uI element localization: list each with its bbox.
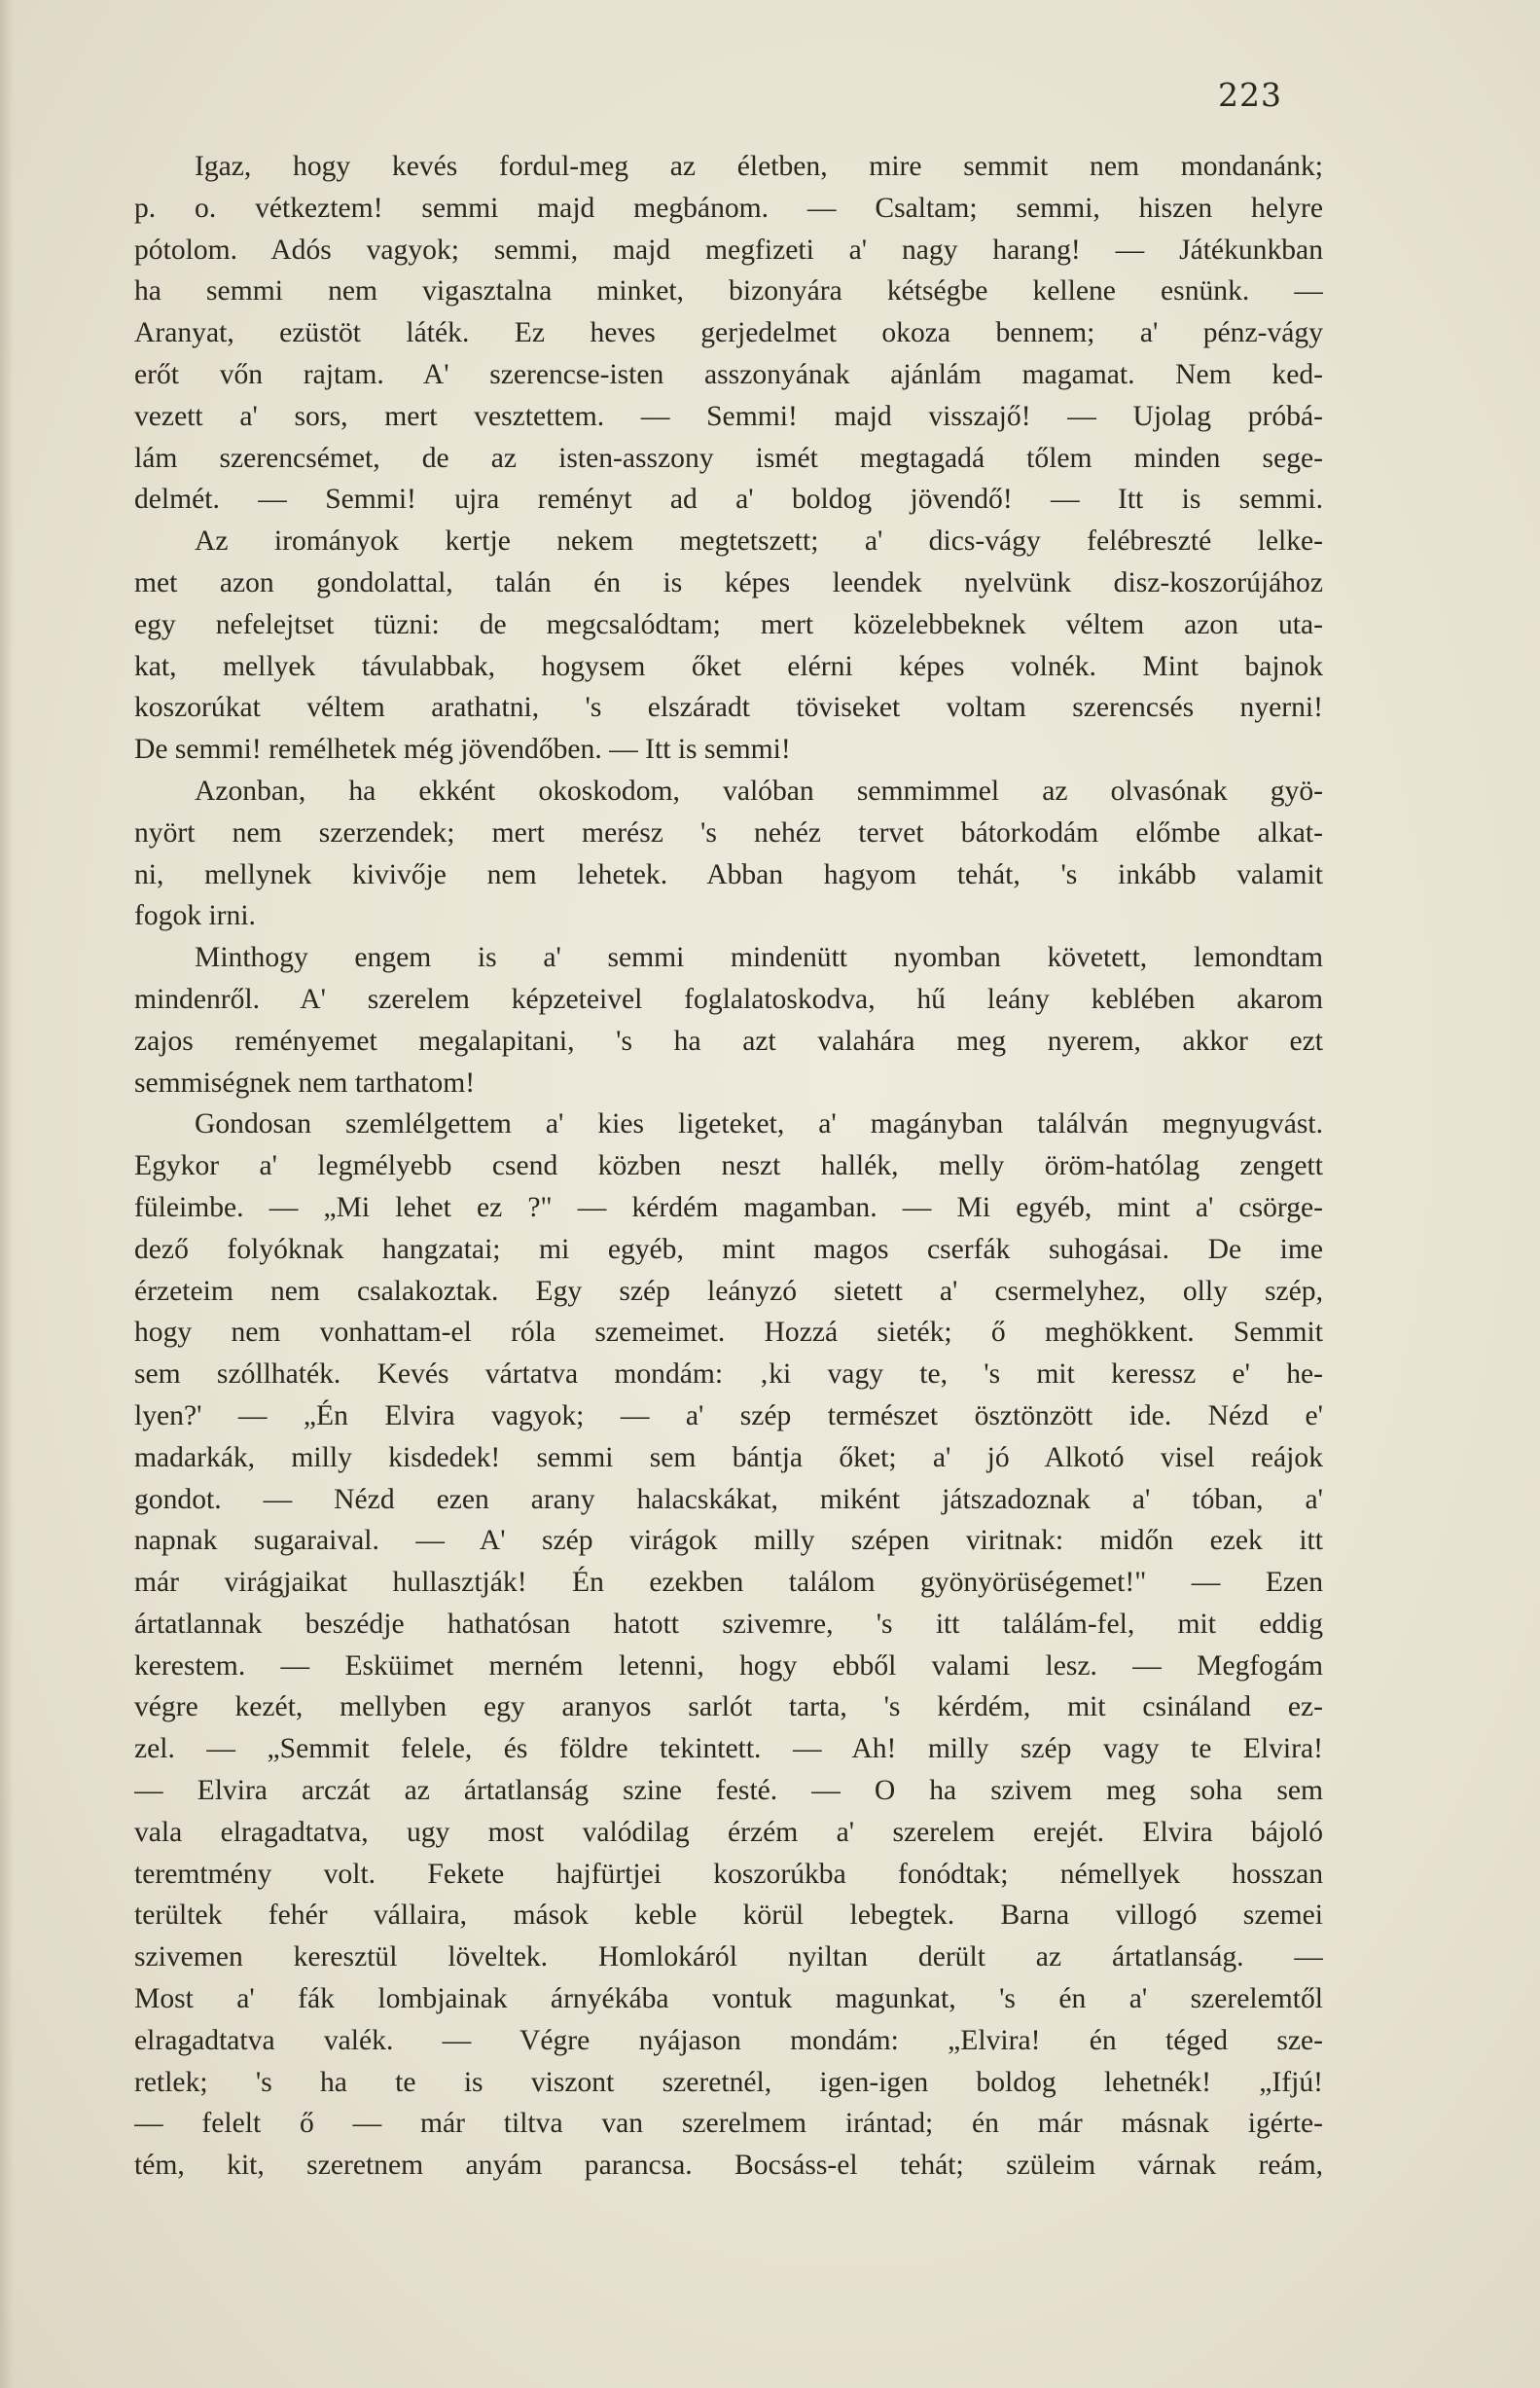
text-line: Az irományok kertje nekem megtetszett; a' dics-vágy felébreszté lelke-: [195, 525, 1323, 558]
text-line: gondot. — Nézd ezen arany halacskákat, miként játszadoznak a' tóban, a': [134, 1483, 1323, 1515]
body-text: [134, 146, 1323, 2187]
text-line: ártatlannak beszédje hathatósan hatott szivemre, 's itt találám-fel, mit eddig: [134, 1608, 1323, 1640]
text-line: Most a' fák lombjainak árnyékába vontuk magunkat, 's én a' szerelemtől: [134, 1983, 1323, 2015]
text-line: végre kezét, mellyben egy aranyos sarlót tarta, 's kérdém, mit csináland ez-: [134, 1691, 1323, 1723]
text-line: teremtmény volt. Fekete hajfürtjei koszorúkba fonódtak; némellyek hosszan: [134, 1858, 1323, 1890]
text-line: füleimbe. — „Mi lehet ez ?" — kérdém magamban. — Mi egyéb, mint a' csörge-: [134, 1191, 1323, 1223]
text-line: terültek fehér vállaira, mások keble körül lebegtek. Barna villogó szemei: [134, 1900, 1323, 1932]
page-number: 223: [1218, 76, 1282, 114]
text-line: p. o. vétkeztem! semmi majd megbánom. — Csaltam; semmi, hiszen helyre: [134, 192, 1323, 224]
text-line: egy nefelejtset tüzni: de megcsalódtam; mert közelebbeknek véltem azon uta-: [134, 608, 1323, 640]
text-line: hogy nem vonhattam-el róla szemeimet. Hozzá sieték; ő meghökkent. Semmit: [134, 1317, 1323, 1349]
text-line: Igaz, hogy kevés fordul-meg az életben, mire semmit nem mondanánk;: [195, 151, 1323, 182]
text-line: Egykor a' legmélyebb csend közben neszt hallék, melly öröm-hatólag zengett: [134, 1150, 1323, 1182]
text-line: Azonban, ha ekként okoskodom, valóban semmimmel az olvasónak gyö-: [195, 775, 1323, 807]
text-line: retlek; 's ha te is viszont szeretnél, igen-igen boldog lehetnék! „Ifjú!: [134, 2066, 1323, 2098]
text-line: met azon gondolattal, talán én is képes leendek nyelvünk disz-koszorújához: [134, 566, 1323, 598]
text-line: ni, mellynek kivivője nem lehetek. Abban hagyom tehát, 's inkább valamit: [134, 858, 1323, 890]
text-line: már virágjaikat hullasztják! Én ezekben találom gyönyörüségemet!" — Ezen: [134, 1567, 1323, 1599]
text-line: lám szerencsémet, de az isten-asszony ismét megtagadá tőlem minden sege-: [134, 442, 1323, 474]
text-line: vezett a' sors, mert vesztettem. — Semmi! majd visszajő! — Ujolag próbá-: [134, 400, 1323, 432]
text-line: szivemen keresztül löveltek. Homlokáról nyiltan derült az ártatlanság. —: [134, 1941, 1323, 1973]
text-line: kat, mellyek távulabbak, hogysem őket elérni képes volnék. Mint bajnok: [134, 650, 1323, 682]
text-line: zajos reményemet megalapitani, 's ha azt valahára meg nyerem, akkor ezt: [134, 1025, 1323, 1057]
text-line: lyen?' — „Én Elvira vagyok; — a' szép természet ösztönzött ide. Nézd e': [134, 1399, 1323, 1431]
text-line: dező folyóknak hangzatai; mi egyéb, mint magos cserfák suhogásai. De ime: [134, 1233, 1323, 1265]
page-binding-shadow: [0, 0, 14, 2388]
text-line: delmét. — Semmi! ujra reményt ad a' boldog jövendő! — Itt is semmi.: [134, 484, 1323, 516]
text-line: semmiségnek nem tarthatom!: [134, 1067, 476, 1099]
text-line: tém, kit, szeretnem anyám parancsa. Bocsáss-el tehát; szüleim várnak reám,: [134, 2150, 1323, 2182]
text-line: — Elvira arczát az ártatlanság szine festé. — O ha szivem meg soha sem: [134, 1775, 1323, 1807]
text-line: Gondosan szemlélgettem a' kies ligeteket, a' magányban találván megnyugvást.: [195, 1108, 1323, 1140]
text-line: — felelt ő — már tiltva van szerelmem irántad; én már másnak igérte-: [134, 2108, 1323, 2140]
text-line: Aranyat, ezüstöt láték. Ez heves gerjedelmet okoza bennem; a' pénz-vágy: [134, 317, 1323, 349]
text-line: zel. — „Semmit felele, és földre tekintett. — Ah! milly szép vagy te Elvira!: [134, 1733, 1323, 1765]
text-line: erőt vőn rajtam. A' szerencse-isten asszonyának ajánlám magamat. Nem ked-: [134, 358, 1323, 390]
text-line: pótolom. Adós vagyok; semmi, majd megfizeti a' nagy harang! — Játékunkban: [134, 234, 1323, 266]
text-line: érzeteim nem csalakoztak. Egy szép leányzó sietett a' csermelyhez, olly szép,: [134, 1275, 1323, 1307]
text-line: De semmi! remélhetek még jövendőben. — Itt is semmi!: [134, 734, 791, 766]
text-line: napnak sugaraival. — A' szép virágok milly szépen viritnak: midőn ezek itt: [134, 1525, 1323, 1557]
text-line: madarkák, milly kisdedek! semmi sem bántja őket; a' jó Alkotó visel reájok: [134, 1441, 1323, 1473]
text-line: sem szóllhaték. Kevés vártatva mondám: ‚ki vagy te, 's mit keressz e' he-: [134, 1358, 1323, 1391]
text-line: mindenről. A' szerelem képzeteivel foglalatoskodva, hű leány keblében akarom: [134, 983, 1323, 1015]
text-line: kerestem. — Esküimet merném letenni, hogy ebből valami lesz. — Megfogám: [134, 1649, 1323, 1682]
text-line: fogok irni.: [134, 900, 256, 932]
text-line: elragadtatva valék. — Végre nyájason mondám: „Elvira! én téged sze-: [134, 2024, 1323, 2056]
text-line: vala elragadtatva, ugy most valódilag érzém a' szerelem erejét. Elvira bájoló: [134, 1816, 1323, 1848]
text-line: Minthogy engem is a' semmi mindenütt nyomban követett, lemondtam: [195, 942, 1323, 974]
text-line: ha semmi nem vigasztalna minket, bizonyára kétségbe kellene esnünk. —: [134, 275, 1323, 308]
text-line: koszorúkat véltem arathatni, 's elszáradt töviseket voltam szerencsés nyerni!: [134, 692, 1323, 724]
text-line: nyört nem szerzendek; mert merész 's nehéz tervet bátorkodám előmbe alkat-: [134, 816, 1323, 849]
